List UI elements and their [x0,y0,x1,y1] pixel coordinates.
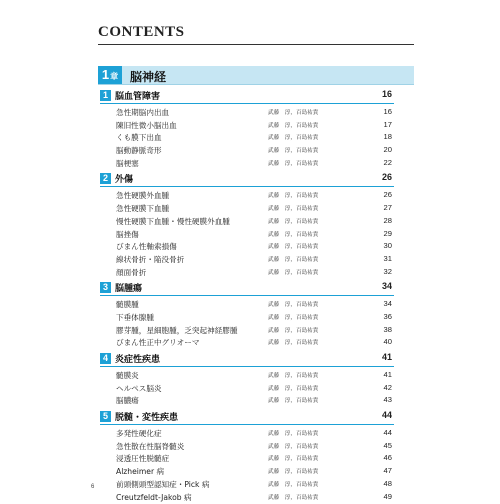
chapter-number-tag [98,66,122,84]
page-number: 6 [91,484,94,490]
section-number-badge: 2 [100,173,111,184]
entry-authors: 武藤 淳，百島祐貴 [268,480,318,488]
chapter-number: 1 [102,67,109,82]
toc-entry[interactable] [100,241,392,254]
entry-title: 髄膜炎 [116,370,139,381]
toc-entry[interactable] [100,479,392,492]
entry-title: びまん性軸索損傷 [116,241,177,252]
entry-page: 31 [384,254,392,263]
entry-title: 陳旧性微小脳出血 [116,120,177,131]
section-page: 16 [382,89,392,99]
section-rule [100,295,394,296]
toc-entry[interactable] [100,453,392,466]
section-title: 脳血管障害 [115,89,160,102]
entry-authors: 武藤 淳，百島祐貴 [268,255,318,263]
entry-title: 前頭側頭型認知症・Pick 病 [116,479,209,490]
chapter-header [98,66,414,85]
section-heading[interactable] [100,282,392,294]
entry-authors: 武藤 淳，百島祐貴 [268,396,318,404]
entry-page: 47 [384,466,392,475]
toc-entry[interactable] [100,312,392,325]
entry-page: 27 [384,203,392,212]
section-title: 脱髄・変性疾患 [115,410,178,423]
title-rule [98,44,414,45]
entry-page: 36 [384,312,392,321]
entry-page: 30 [384,241,392,250]
entry-authors: 武藤 淳，百島祐貴 [268,313,318,321]
section-number-badge: 4 [100,353,111,364]
entry-authors: 武藤 淳，百島祐貴 [268,133,318,141]
section-number-badge: 3 [100,282,111,293]
toc-entry[interactable] [100,428,392,441]
section-rule [100,366,394,367]
entry-authors: 武藤 淳，百島祐貴 [268,300,318,308]
entry-authors: 武藤 淳，百島祐貴 [268,268,318,276]
section-heading[interactable] [100,90,392,102]
section-rule [100,186,394,187]
entry-title: 脳膿瘍 [116,395,139,406]
section-number-badge: 5 [100,411,111,422]
entry-page: 44 [384,428,392,437]
toc-entry[interactable] [100,203,392,216]
entry-authors: 武藤 淳，百島祐貴 [268,442,318,450]
chapter-title: 脳神経 [130,68,166,85]
section-title: 炎症性疾患 [115,352,160,365]
section-page: 44 [382,410,392,420]
entry-authors: 武藤 淳，百島祐貴 [268,384,318,392]
entry-authors: 武藤 淳，百島祐貴 [268,146,318,154]
section-heading[interactable] [100,353,392,365]
entry-title: 顔面骨折 [116,267,146,278]
entry-title: 急性硬膜下血腫 [116,203,169,214]
entry-authors: 武藤 淳，百島祐貴 [268,454,318,462]
entry-title: 多発性硬化症 [116,428,162,439]
entry-authors: 武藤 淳，百島祐貴 [268,242,318,250]
toc-entry[interactable] [100,190,392,203]
entry-authors: 武藤 淳，百島祐貴 [268,159,318,167]
entry-title: 線状骨折・陥没骨折 [116,254,184,265]
entry-title: びまん性正中グリオーマ [116,337,199,348]
entry-page: 29 [384,229,392,238]
table-of-contents [100,90,392,504]
entry-authors: 武藤 淳，百島祐貴 [268,338,318,346]
entry-authors: 武藤 淳，百島祐貴 [268,493,318,501]
entry-title: ヘルペス脳炎 [116,383,162,394]
page-title: CONTENTS [98,24,185,41]
toc-entry[interactable] [100,466,392,479]
entry-title: Creutzfeldt-Jakob 病 [116,492,192,503]
entry-page: 28 [384,216,392,225]
entry-title: 髄膜腫 [116,299,139,310]
toc-entry[interactable] [100,325,392,338]
entry-page: 34 [384,299,392,308]
toc-entry[interactable] [100,337,392,350]
toc-entry[interactable] [100,107,392,120]
entry-authors: 武藤 淳，百島祐貴 [268,467,318,475]
entry-title: 浸透圧性脱髄症 [116,453,169,464]
toc-entry[interactable] [100,370,392,383]
entry-authors: 武藤 淳，百島祐貴 [268,191,318,199]
section-page: 41 [382,352,392,362]
entry-page: 18 [384,132,392,141]
toc-entry[interactable] [100,299,392,312]
entry-title: 脳動静脈奇形 [116,145,162,156]
section-page: 34 [382,281,392,291]
entry-page: 45 [384,441,392,450]
entry-page: 20 [384,145,392,154]
entry-page: 46 [384,453,392,462]
entry-title: 急性期脳内出血 [116,107,169,118]
toc-entry[interactable] [100,120,392,133]
entry-page: 43 [384,395,392,404]
entry-title: 急性散在性脳脊髄炎 [116,441,184,452]
entry-title: 膠芽腫，星細胞腫，乏突起神経膠腫 [116,325,238,336]
entry-title: 慢性硬膜下血腫・慢性硬膜外血腫 [116,216,230,227]
toc-entry[interactable] [100,158,392,171]
entry-page: 41 [384,370,392,379]
toc-entry[interactable] [100,145,392,158]
entry-title: 脳梗塞 [116,158,139,169]
toc-entry[interactable] [100,383,392,396]
section-title: 脳腫瘍 [115,281,142,294]
entry-authors: 武藤 淳，百島祐貴 [268,108,318,116]
section-page: 26 [382,172,392,182]
entry-authors: 武藤 淳，百島祐貴 [268,204,318,212]
entry-title: 脳挫傷 [116,229,139,240]
entry-page: 48 [384,479,392,488]
entry-page: 22 [384,158,392,167]
toc-entry[interactable] [100,492,392,504]
entry-page: 49 [384,492,392,501]
toc-entry[interactable] [100,441,392,454]
entry-page: 40 [384,337,392,346]
section-title: 外傷 [115,172,133,185]
entry-authors: 武藤 淳，百島祐貴 [268,230,318,238]
section-heading[interactable] [100,411,392,423]
chapter-unit: 章 [110,72,118,81]
entry-page: 16 [384,107,392,116]
entry-authors: 武藤 淳，百島祐貴 [268,371,318,379]
entry-title: Alzheimer 病 [116,466,164,477]
section-number-badge: 1 [100,90,111,101]
toc-entry[interactable] [100,216,392,229]
entry-page: 17 [384,120,392,129]
entry-authors: 武藤 淳，百島祐貴 [268,429,318,437]
entry-authors: 武藤 淳，百島祐貴 [268,217,318,225]
entry-page: 26 [384,190,392,199]
entry-page: 38 [384,325,392,334]
entry-title: 下垂体腺腫 [116,312,154,323]
section-heading[interactable] [100,173,392,185]
toc-entry[interactable] [100,132,392,145]
section-rule [100,424,394,425]
entry-page: 32 [384,267,392,276]
entry-title: くも膜下出血 [116,132,162,143]
entry-authors: 武藤 淳，百島祐貴 [268,121,318,129]
entry-authors: 武藤 淳，百島祐貴 [268,326,318,334]
toc-entry[interactable] [100,254,392,267]
entry-page: 42 [384,383,392,392]
section-rule [100,103,394,104]
toc-entry[interactable] [100,267,392,280]
toc-entry[interactable] [100,229,392,242]
toc-entry[interactable] [100,395,392,408]
entry-title: 急性硬膜外血腫 [116,190,169,201]
